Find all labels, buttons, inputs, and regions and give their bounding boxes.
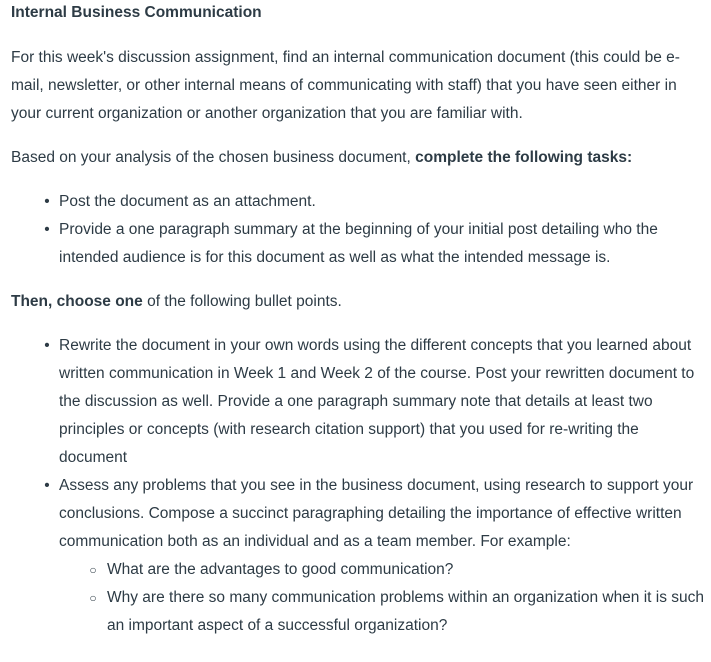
bullet-icon: • <box>44 193 50 210</box>
bullet-icon: • <box>44 221 50 238</box>
bullet-icon: • <box>44 477 50 494</box>
option-list <box>11 332 711 640</box>
task-text: Provide a one paragraph summary at the beginning of your initial post detailing who the intended audience is for this document as well as what the intended message is. <box>59 221 658 266</box>
choose-bold: Then, choose one <box>11 293 143 310</box>
task-list <box>11 188 711 272</box>
analysis-paragraph <box>11 144 711 172</box>
hollow-bullet-icon: ○ <box>89 591 97 605</box>
list-item <box>59 556 711 584</box>
list-item <box>11 216 711 272</box>
bullet-icon: • <box>44 337 50 354</box>
page-title: Internal Business Communication <box>11 4 262 21</box>
option-text: Assess any problems that you see in the business document, using research to support your conclusions. Compose a succinct paragraphing detailing the importance of effective written communication both as an individual and as a team member. For example: <box>59 477 694 550</box>
intro-paragraph: For this week's discussion assignment, find an internal communication document (this could be e-mail, newsletter, or other internal means of communicating with staff) that you have seen either in your current organization or another organization that you are familiar with. <box>11 49 680 122</box>
choose-paragraph <box>11 288 711 316</box>
list-item <box>11 188 711 216</box>
choose-rest: of the following bullet points. <box>142 293 342 310</box>
list-item <box>59 584 711 640</box>
option-text: Rewrite the document in your own words using the different concepts that you learned about written communication in Week 1 and Week 2 of the course. Post your rewritten document to the discussion as well. Provide a one paragraph summary note that details at least two principles or concepts (with research citation support) that you used for re-writing the document <box>59 337 695 466</box>
analysis-bold: complete the following tasks: <box>415 149 633 166</box>
task-text: Post the document as an attachment. <box>59 193 316 210</box>
example-text: What are the advantages to good communication? <box>107 561 454 578</box>
list-item <box>11 472 711 640</box>
analysis-lead: Based on your analysis of the chosen business document, <box>11 149 416 166</box>
hollow-bullet-icon: ○ <box>89 563 97 577</box>
example-text: Why are there so many communication problems within an organization when it is such an important aspect of a successful organization? <box>107 589 705 634</box>
list-item <box>11 332 711 472</box>
example-list <box>59 556 711 640</box>
